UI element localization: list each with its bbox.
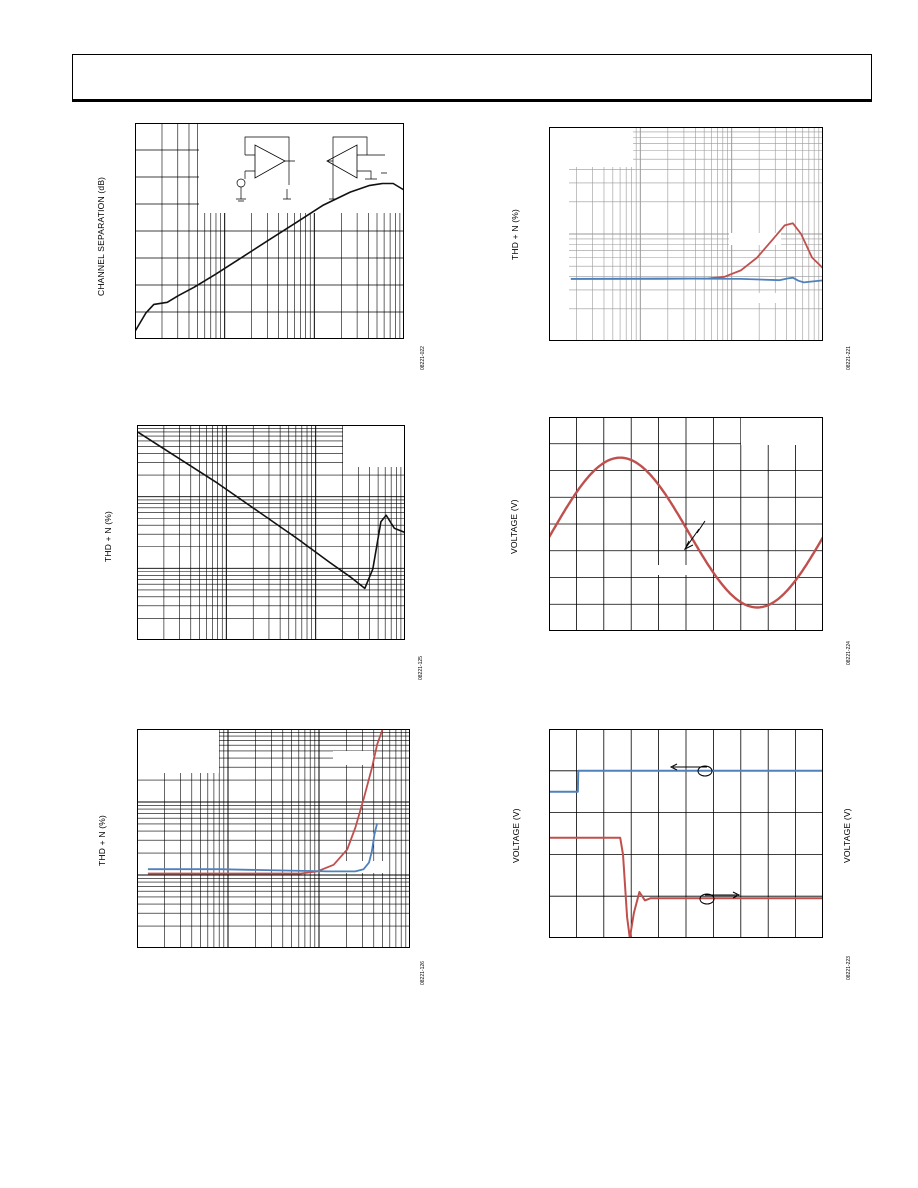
y-axis-label: CHANNEL SEPARATION (dB) — [96, 176, 106, 296]
figure-id: 08221-223 — [846, 956, 852, 980]
y-axis-label: THD + N (%) — [510, 208, 520, 260]
annotation-blank — [653, 565, 689, 575]
thdn-plot-middle-left — [137, 425, 405, 640]
annotation-blank — [343, 425, 405, 467]
left-axis-arrow — [671, 764, 707, 770]
annotation-blank — [735, 293, 779, 303]
channel-separation-plot — [135, 123, 404, 339]
thdn-plot-lower-left — [137, 729, 410, 948]
annotation-blank — [549, 127, 569, 341]
thdn-plot-upper-right — [549, 127, 823, 341]
series-line — [571, 223, 823, 279]
series-line — [571, 278, 823, 283]
chart-canvas — [137, 425, 405, 640]
voltage-sine-plot — [549, 417, 823, 631]
figure-id: 08221-126 — [420, 961, 426, 985]
figure-id: 08221-022 — [420, 346, 426, 370]
y-axis-label: THD + N (%) — [103, 510, 113, 562]
y-axis-label: THD + N (%) — [97, 814, 107, 866]
right-axis-arrow — [705, 892, 739, 898]
chart-canvas — [137, 729, 410, 948]
chart-canvas — [135, 123, 404, 339]
annotation-blank — [137, 729, 219, 773]
chart-canvas — [549, 729, 823, 938]
chart-canvas — [549, 417, 823, 631]
y-axis-label-right: VOLTAGE (V) — [842, 808, 852, 863]
y-axis-label: VOLTAGE (V) — [509, 499, 519, 554]
figure-id: 08221-125 — [418, 656, 424, 680]
annotation-blank — [333, 751, 373, 765]
y-axis-label-left: VOLTAGE (V) — [511, 808, 521, 863]
annotation-blank — [741, 417, 823, 445]
figure-id: 08221-221 — [846, 346, 852, 370]
annotation-blank — [199, 123, 404, 213]
page-header-box — [72, 54, 872, 102]
chart-canvas — [549, 127, 823, 341]
voltage-step-plot — [549, 729, 823, 938]
figure-id: 08221-224 — [846, 641, 852, 665]
